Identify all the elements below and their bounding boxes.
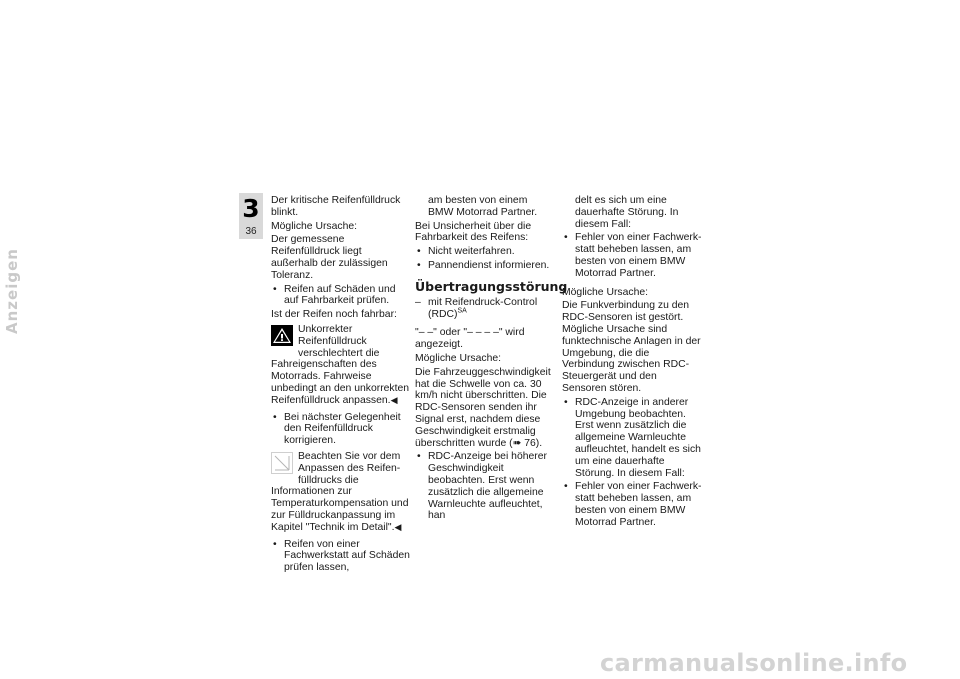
equipment-superscript: SA: [457, 307, 467, 315]
paragraph: "– –" oder "– – – –" wird angezeigt.: [415, 327, 525, 351]
paragraph: Die Fahrzeuggeschwindigkeit hat die Schwelle von ca. 30 km/h nicht überschritten. Die RDC-Sensoren senden ihr Signal erst, nachdem diese Geschwindigkeit erstmalig überschritten wurde (➠ 76).: [415, 366, 551, 449]
paragraph: Die Funkverbindung zu den RDC-Sensoren ist gestört. Mögliche Ursache sind funktechnische Anlagen in der Umgebung, die die Verbindung zwischen RDC-Steuergerät und den Sensoren stören.: [562, 300, 701, 394]
list-item: • Fehler von einer Fachwerkstatt beheben lassen, am besten von einem BMW Motorrad Partner.: [562, 232, 702, 279]
paragraph: Bei Unsicherheit über die Fahrbarkeit des Reifens:: [415, 220, 532, 244]
list-item: • Bei nächster Gelegenheit den Reifenfülldruck korrigieren.: [271, 412, 411, 447]
section-heading: Übertragungsstörung: [415, 278, 568, 294]
note-text: Beachten Sie vor dem Anpassen des Reifenfülldrucks die Informationen zur Temperaturkompensation und zur Fülldruckanpassung im Kapitel "Technik im Detail".: [271, 450, 409, 533]
equipment-text: mit Reifendruck-Control (RDC): [428, 296, 538, 320]
note-block: [271, 451, 411, 534]
page-number: 36: [239, 225, 263, 239]
paragraph-text: Die Fahrzeuggeschwindigkeit hat die Schwelle von ca. 30 km/h nicht überschritten. Die RDC-Sensoren senden ihr Signal erst, nachdem diese Geschwindigkeit erstmalig überschritten wurde: [415, 366, 551, 449]
text-column-3: [562, 195, 702, 531]
list-item: • Reifen von einer Fachwerkstatt auf Schäden prüfen lassen,: [271, 539, 411, 574]
list-item-continuation: am besten von einem BMW Motorrad Partner.: [428, 195, 538, 218]
paragraph: Der gemessene Reifenfülldruck liegt außerhalb der zulässigen Toleranz.: [271, 234, 388, 281]
chapter-number: 3: [239, 193, 263, 225]
list-item: • Fehler von einer Fachwerkstatt beheben lassen, am besten von einem BMW Motorrad Partner.: [562, 481, 702, 528]
list-item-continuation: delt es sich um eine dauerhafte Störung. In diesem Fall:: [575, 195, 679, 230]
warning-text: Unkorrekter Reifenfülldruck verschlechtert die Fahreigenschaften des Motorrads. Fahrweise unbedingt an den unkorrekten Reifenfülldruck anpassen.: [271, 323, 410, 406]
text-column-1: [271, 195, 411, 576]
end-mark-icon: ◀: [394, 521, 402, 532]
warning-block: [271, 324, 411, 407]
watermark: carmanualsonline.info: [600, 649, 908, 677]
warning-triangle-icon: [271, 325, 293, 346]
paragraph: Mögliche Ursache:: [415, 352, 502, 364]
paragraph: Der kritische Reifenfülldruck blinkt.: [271, 195, 401, 218]
list-item: • Pannendienst informieren.: [415, 260, 551, 272]
list-item: • RDC-Anzeige in anderer Umgebung beobachten. Erst wenn zusätzlich die allgemeine Warnleuchte aufleuchtet, handelt es sich um eine dauerhafte Störung. In diesem Fall:: [562, 397, 702, 480]
list-item: • Nicht weiterfahren.: [415, 246, 551, 258]
end-mark-icon: ◀: [390, 394, 398, 405]
paragraph: Ist der Reifen noch fahrbar:: [271, 309, 397, 321]
section-name: Anzeigen: [3, 248, 21, 334]
list-item: • RDC-Anzeige bei höherer Geschwindigkeit beobachten. Erst wenn zusätzlich die allgemeine Warnleuchte aufleuchtet, han: [415, 451, 551, 522]
paragraph: Mögliche Ursache:: [562, 286, 649, 298]
list-item: • Reifen auf Schäden und auf Fahrbarkeit prüfen.: [271, 284, 411, 308]
note-icon: [271, 452, 293, 474]
page-reference-arrow-icon: ➠: [512, 437, 522, 449]
equipment-note: [415, 297, 551, 321]
paragraph: Mögliche Ursache:: [271, 220, 358, 232]
text-column-2: [415, 195, 568, 524]
page-reference-close: ).: [535, 437, 543, 449]
chapter-tab: [239, 193, 263, 345]
page-reference[interactable]: 76: [524, 437, 536, 449]
